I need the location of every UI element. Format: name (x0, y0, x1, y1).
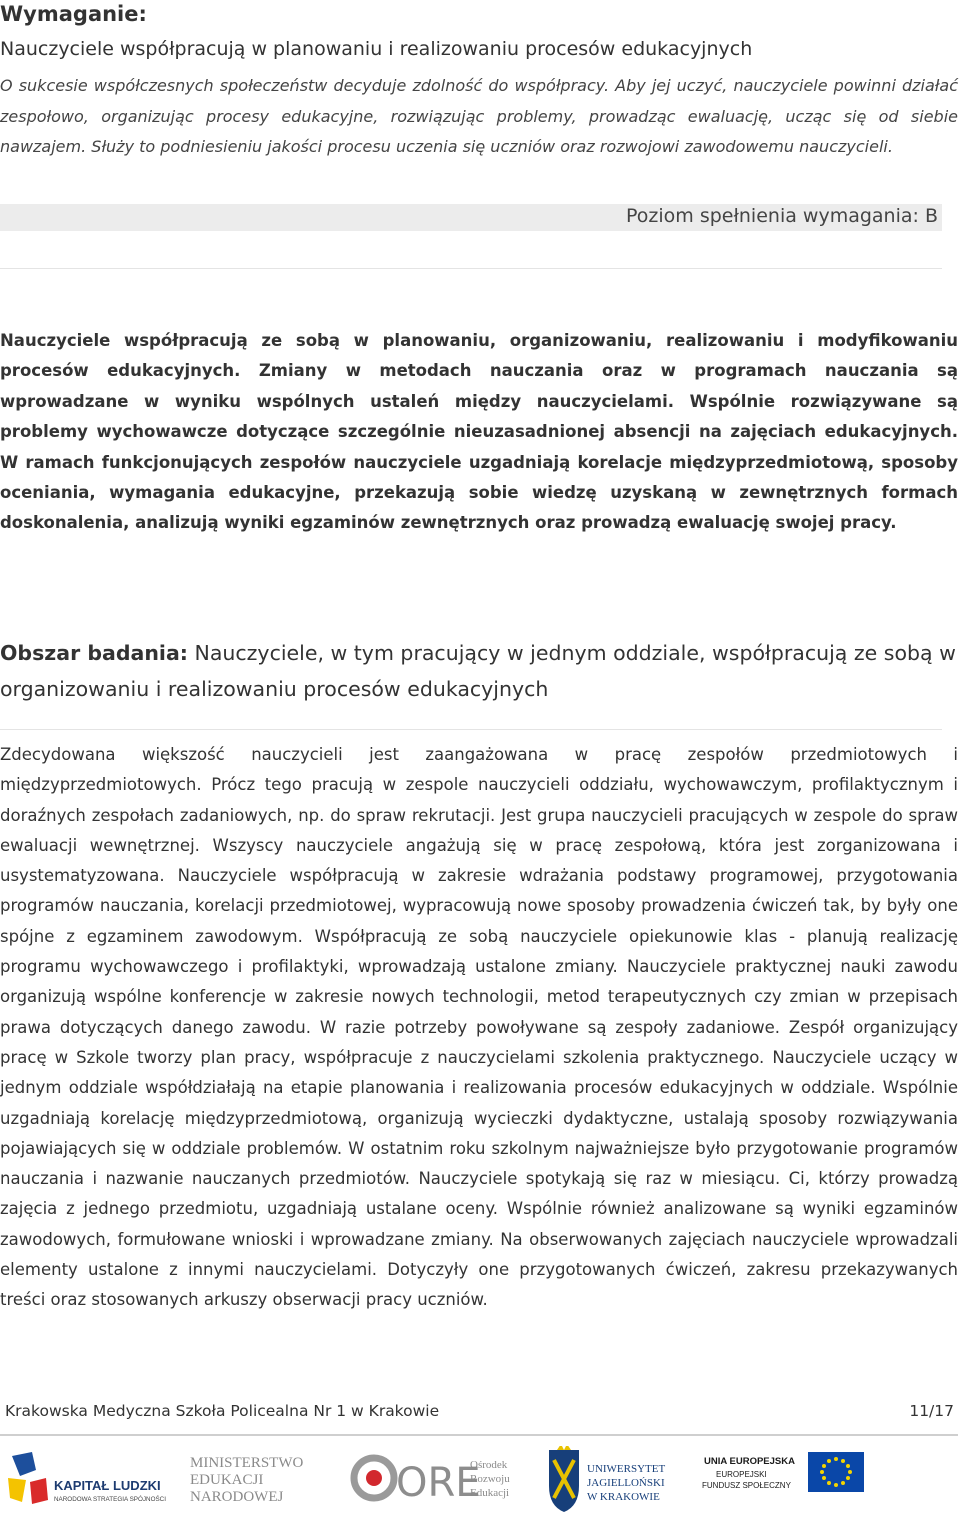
kl-emblem-shape (30, 1478, 48, 1504)
men-line-2: EDUKACJI (190, 1472, 264, 1488)
requirement-title: Nauczyciele współpracują w planowaniu i realizowaniu procesów edukacyjnych (0, 38, 753, 60)
eu-line-1: UNIA EUROPEJSKA (704, 1456, 795, 1467)
men-logo (188, 1450, 328, 1512)
research-area-text: Nauczyciele, w tym pracujący w jednym oddziale, współpracują ze sobą w organizowaniu i realizowaniu procesów edukacyjnych (0, 641, 956, 701)
men-line-1: MINISTERSTWO (190, 1455, 304, 1471)
requirement-level-bar (0, 204, 942, 231)
uj-line-3: W KRAKOWIE (587, 1491, 660, 1503)
ore-line-2: Rozwoju (470, 1473, 510, 1485)
divider (0, 268, 942, 269)
research-area-label: Obszar badania: (0, 641, 188, 665)
requirement-label: Wymaganie: (0, 2, 147, 26)
research-area (0, 636, 958, 707)
findings-paragraph: Zdecydowana większość nauczycieli jest zaangażowana w pracę zespołów przedmiotowych i międzyprzedmiotowych. Prócz tego pracują w zespole nauczycieli oddziału, wychowawczym, profilaktycznym i doraźnych zespołach zadaniowych, np. do spraw rekrutacji. Jest grupa nauczycieli pracujących w zespole do spraw ewaluacji wewnętrznej. Wszyscy nauczyciele angażują się w pracę zespołową, która jest zorganizowana i usystematyzowana. Nauczyciele współpracują w zakresie wdrażania podstawy programowej, przygotowania programów nauczania, korelacji przedmiotowej, wypracowują nowe sposoby prowadzenia ćwiczeń tak, by były one spójne z egzaminem zawodowym. Współpracują ze sobą nauczyciele opiekunowie klas - planują realizację programu wychowawczego i profilaktyki, wprowadzają ustalone zmiany. Nauczyciele praktycznej nauki zawodu organizują wspólne konferencje w zakresie nowych technologii, metod terapeutycznych czy zmian w przepisach prawa dotyczących danego zawodu. W razie potrzeby powoływane są zespoły zadaniowe. Zespół organizujący pracę w Szkole tworzy plan pracy, współpracuje z nauczycielami szkolenia praktycznego. Nauczyciele uczący w jednym oddziale współdziałają na etapie planowania i realizowania procesów edukacyjnych w oddziale. Wspólnie uzgadniają korelację międzyprzedmiotową, organizują wycieczki dydaktyczne, ustalają sposoby rozwiązywania pojawiających się w oddziale problemów. W ostatnim roku szkolnym najważniejsze było przygotowanie programów nauczania i nazwanie nauczanych przedmiotów. Nauczyciele spotykają się raz w miesiącu. Ci, którzy prowadzą zajęcia z jednego przedmiotu, uzgadniają ustalane oceny. Wspólnie również analizowane są wyniki egzaminów zawodowych, formułowane wnioski i wprowadzane zmiany. Na obserwowanych zajęciach nauczyciele wprowadzali elementy ustalone z innymi nauczycielami. Dotyczyły one przygotowanych ćwiczeń, zakresu przekazywanych treści oraz stosowanych arkuszy obserwacji pracy uczniów. (0, 745, 958, 1310)
uj-line-2: JAGIELLOŃSKI (587, 1477, 665, 1489)
sponsor-logos (0, 1440, 960, 1523)
requirement-description: O sukcesie współczesnych społeczeństw decyduje zdolność do współpracy. Aby jej uczyć, nauczyciele powinni działać zespołowo, organizując procesy edukacyjne, rozwiązując problemy, prowadząc ewaluację, ucząc się od siebie nawzajem. Służy to podniesieniu jakości procesu uczenia się uczniów oraz rozwojowi zawodowemu nauczycieli. (0, 76, 958, 156)
footer-school-name: Krakowska Medyczna Szkoła Policealna Nr 1 w Krakowie (5, 1402, 440, 1420)
footer-divider (0, 1434, 958, 1436)
requirement-level: Poziom spełnienia wymagania: B (626, 205, 938, 227)
kl-emblem-shape (8, 1478, 26, 1502)
divider (0, 729, 942, 730)
kl-subtitle: NARODOWA STRATEGIA SPÓJNOŚCI (54, 1496, 166, 1503)
uj-logo (545, 1446, 685, 1516)
kl-emblem-shape (12, 1452, 36, 1476)
ore-logo (350, 1450, 525, 1512)
eu-logo (700, 1450, 870, 1512)
eu-line-3: FUNDUSZ SPOŁECZNY (702, 1481, 791, 1490)
kapital-ludzki-logo (6, 1448, 171, 1510)
ore-line-1: Ośrodek (470, 1459, 508, 1471)
page-number: 11/17 (909, 1402, 954, 1420)
page-footer (0, 1402, 958, 1428)
kapital-ludzki-emblem-icon (6, 1448, 171, 1510)
kl-title: KAPITAŁ LUDZKI (54, 1478, 161, 1493)
uj-crown-icon (557, 1446, 571, 1450)
summary-paragraph: Nauczyciele współpracują ze sobą w planowaniu, organizowaniu, realizowaniu i modyfikowaniu procesów edukacyjnych. Zmiany w metodach nauczania oraz w programach nauczania są wprowadzane w wyniku wspólnych ustaleń między nauczycielami. Wspólnie rozwiązywane są problemy wychowawcze dotyczące szczególnie nieuzasadnionej absencji na zajęciach edukacyjnych. W ramach funkcjonujących zespołów nauczyciele uzgadniają korelacje międzyprzedmiotową, sposoby oceniania, wymagania edukacyjne, przekazują sobie wiedzę uzyskaną w zewnętrznych formach doskonalenia, analizują wyniki egzaminów zewnętrznych oraz prowadzą ewaluację swojej pracy. (0, 331, 958, 533)
eu-line-2: EUROPEJSKI (716, 1470, 767, 1479)
ore-dot-icon (366, 1470, 382, 1486)
ore-line-3: Edukacji (470, 1487, 510, 1499)
uj-line-1: UNIWERSYTET (587, 1463, 666, 1475)
ore-mark: ORE (396, 1460, 481, 1506)
men-line-3: NARODOWEJ (190, 1489, 284, 1505)
